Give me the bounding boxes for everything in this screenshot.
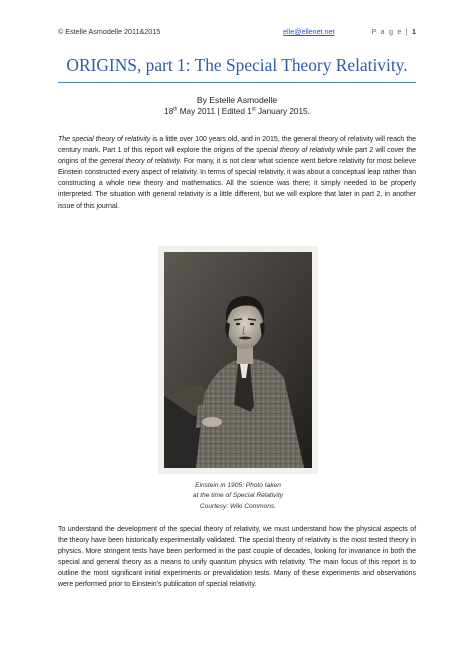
intro-lead-italic: The special theory of relativity (58, 136, 151, 143)
copyright-notice: © Estelle Asmodelle 2011&2015 (58, 27, 161, 36)
intro-text-1: is a little over 100 years old, and in 2015, the general theory of relativity will reach the century mark. Part 1 of this report will explore the origins of the (58, 136, 417, 155)
intro-text-2: while part 2 will cover the origins of the (58, 147, 416, 166)
created-day: 18 (164, 107, 174, 116)
caption-line-3: Courtesy: Wiki Commons. (199, 502, 277, 510)
body-paragraph: To understand the development of the special theory of relativity, we must understand how the physical aspects of the theory have been historically experimentally validated. The special theory of relativity is the most tested theory in physics. More stringent tests have been performed in the past couple of decades, looking for invariance in both the special and general theory as a means to unify quantum physics with relativity. The main focus of this report is to outline the most significant initial experiments or prevalidation tests. Many of these experiments and observations were performed prior to Einstein's publication of special relativity. (58, 526, 416, 589)
title-underline (58, 82, 416, 83)
created-rest: May 2011 | Edited 1 (179, 107, 252, 116)
page-label: P a g e | (371, 27, 409, 36)
photo-caption (150, 481, 326, 512)
intro-italic-3: general theory of relativity (100, 158, 180, 166)
page-indicator (371, 27, 416, 36)
edited-day-suffix: st (251, 106, 256, 113)
email-link[interactable]: elle@ellenet.net (283, 27, 335, 36)
date-line (0, 107, 474, 116)
page-number: 1 (412, 27, 416, 36)
page-header (58, 27, 416, 41)
created-day-suffix: th (173, 106, 178, 113)
author-line: By Estelle Asmodelle (196, 95, 278, 105)
intro-paragraph (58, 134, 416, 212)
caption-line-1: Einstein in 1905: Photo taken (195, 482, 281, 489)
document-title: ORIGINS, part 1: The Special Theory Relativity. (66, 55, 408, 75)
intro-italic-2: special theory of relativity (256, 147, 335, 155)
caption-line-2: at the time of Special Relativity (192, 492, 284, 500)
einstein-photo (158, 246, 318, 474)
edited-rest: January 2015. (257, 107, 310, 116)
intro-text-3: . For many, it is not clear what science went before relativity for most believe Einstein constructed every aspect of relativity. In terms of special relativity, it was about a conceptual leap rather than constructing a whole new theory and mathematics. All the science was there; it simply needed to be properly interpreted. The situation with general relativity is a little different, but we will explore that later in part 2, in another issue of this journal. (58, 158, 416, 210)
